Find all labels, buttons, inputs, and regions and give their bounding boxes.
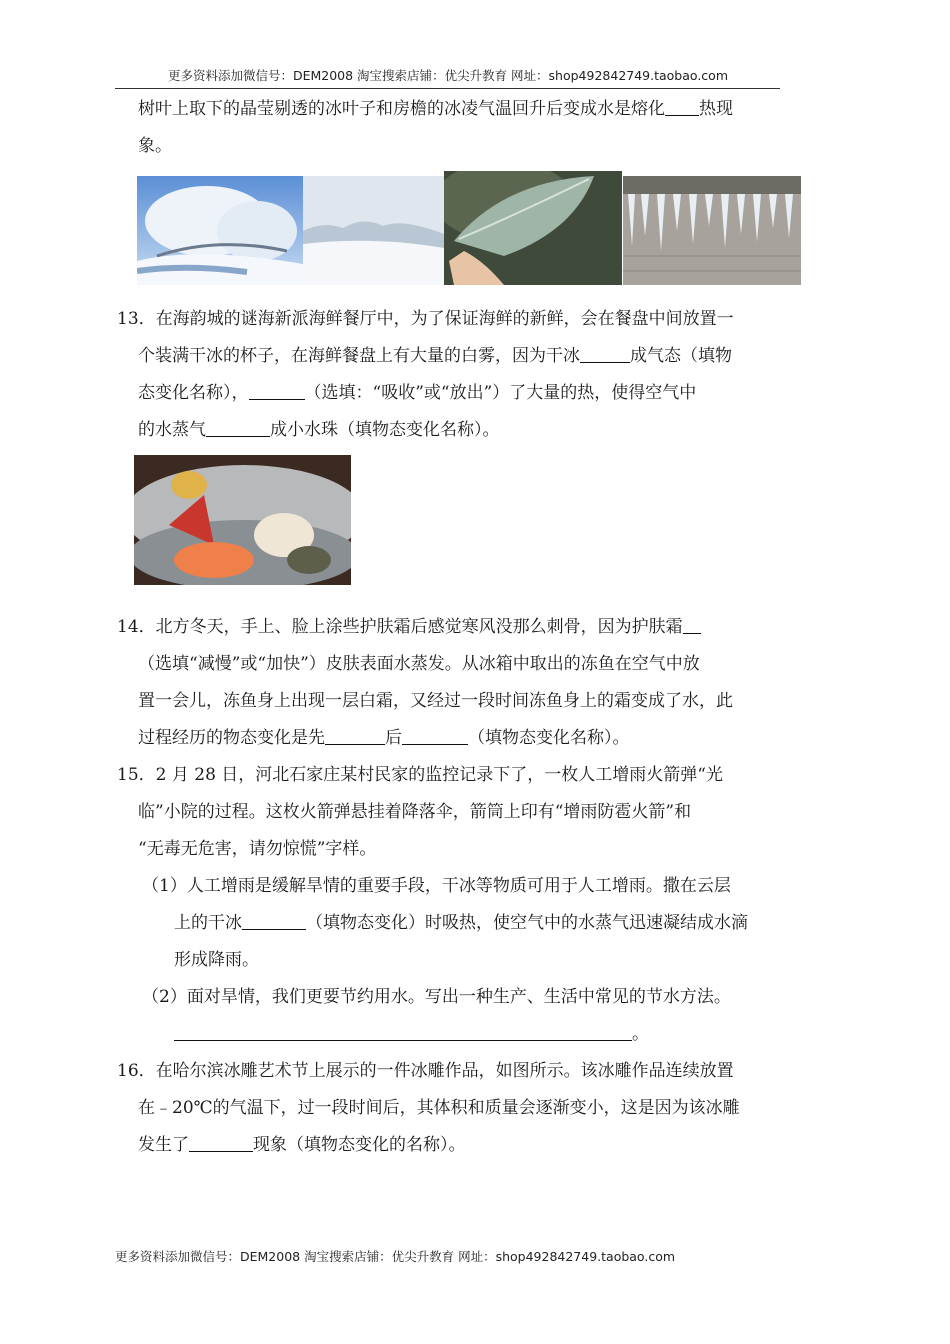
q12-answer-blank[interactable] [665, 97, 699, 116]
q13-blank-2[interactable] [249, 381, 305, 400]
q14-blank-1[interactable] [683, 615, 701, 634]
page-footer: 更多资料添加微信号：DEM2008 淘宝搜索店铺：优尖升教育 网址：shop492842749.taobao.com [115, 1249, 676, 1264]
q12-text-a: 树叶上取下的晶莹剔透的冰叶子和房檐的冰凌气温回升后变成水是熔化 [138, 99, 665, 119]
q13-text-3b: （选填：“吸收”或“放出”）了大量的热，使得空气中 [304, 383, 697, 403]
q14-text-4c: （填物态变化名称）。 [468, 728, 630, 748]
q15-text-sub1-2b: （填物态变化）时吸热，使空气中的水蒸气迅速凝结成水滴 [306, 913, 748, 933]
q14-text-4a: 过程经历的物态变化是先 [138, 728, 325, 748]
q13-line-3 [138, 375, 696, 412]
q15-text-sub2-end: 。 [632, 1024, 649, 1044]
q13-text-2a: 个装满干冰的杯子，在海鲜餐盘上有大量的白雾，因为干冰 [138, 346, 580, 366]
q13-text-4b: 成小水珠（填物态变化名称）。 [270, 420, 500, 440]
q13-line-1: 13．在海韵城的谜海新派海鲜餐厅中，为了保证海鲜的新鲜，会在餐盘中间放置一 [117, 309, 734, 329]
q15-line-2: 临”小院的过程。这枚火箭弹悬挂着降落伞，箭筒上印有“增雨防雹火箭”和 [138, 802, 692, 822]
q16-line-3 [138, 1127, 466, 1164]
q14-line-2: （选填“减慢”或“加快”）皮肤表面水蒸发。从冰箱中取出的冻鱼在空气中放 [138, 654, 700, 674]
q15-text-sub1-2a: 上的干冰 [174, 913, 242, 933]
q15-sub2-line-1: （2）面对旱情，我们更要节约用水。写出一种生产、生活中常见的节水方法。 [142, 987, 731, 1007]
q14-text-1: 14．北方冬天，手上、脸上涂些护肤霜后感觉寒风没那么刺骨，因为护肤霜 [117, 617, 683, 637]
ice-leaf-photo [444, 171, 622, 285]
q14-text-4b: 后 [385, 728, 402, 748]
q15-sub1-line-3: 形成降雨。 [174, 950, 259, 970]
q13-text-4a: 的水蒸气 [138, 420, 206, 440]
q12-line-2: 象。 [138, 136, 172, 156]
q15-blank-2[interactable] [174, 1022, 632, 1041]
q14-line-3: 置一会儿，冻鱼身上出现一层白霜，又经过一段时间冻鱼身上的霜变成了水，此 [138, 691, 733, 711]
q13-text-2b: 成气态（填物 [630, 346, 732, 366]
q16-blank-1[interactable] [189, 1133, 253, 1152]
q13-blank-3[interactable] [206, 418, 270, 437]
q13-text-3a: 态变化名称）， [138, 383, 249, 403]
header-divider [115, 88, 780, 89]
q12-text-b: 热现 [699, 99, 733, 119]
q14-line-1 [117, 609, 701, 646]
q13-blank-1[interactable] [580, 344, 630, 363]
q15-blank-1[interactable] [242, 911, 306, 930]
q16-text-3b: 现象（填物态变化的名称）。 [253, 1135, 466, 1155]
q15-line-1: 15．2 月 28 日，河北石家庄某村民家的监控记录下了，一枚人工增雨火箭弹“光 [117, 765, 723, 785]
q16-line-2: 在﹣20℃的气温下，过一段时间后，其体积和质量会逐渐变小，这是因为该冰雕 [138, 1098, 740, 1118]
q15-line-3: “无毒无危害，请勿惊慌”字样。 [138, 839, 377, 859]
snowy-field-photo [303, 176, 444, 285]
frost-tree-photo [137, 176, 303, 285]
q13-line-2 [138, 338, 732, 375]
q16-text-3a: 发生了 [138, 1135, 189, 1155]
q14-line-4 [138, 720, 630, 757]
q14-blank-3[interactable] [402, 726, 468, 745]
q15-sub1-line-1: （1）人工增雨是缓解旱情的重要手段，干冰等物质可用于人工增雨。撒在云层 [142, 876, 731, 896]
seafood-platter-photo [134, 455, 351, 585]
q13-line-4 [138, 412, 500, 449]
icicles-roof-photo [623, 176, 801, 285]
page-header: 更多资料添加微信号：DEM2008 淘宝搜索店铺：优尖升教育 网址：shop492842749.taobao.com [167, 68, 729, 83]
q15-sub1-line-2 [174, 905, 748, 942]
q16-line-1: 16．在哈尔滨冰雕艺术节上展示的一件冰雕作品，如图所示。该冰雕作品连续放置 [117, 1061, 734, 1081]
q12-line-1 [138, 91, 733, 128]
q15-sub2-line-2 [174, 1016, 649, 1053]
q14-blank-2[interactable] [325, 726, 385, 745]
